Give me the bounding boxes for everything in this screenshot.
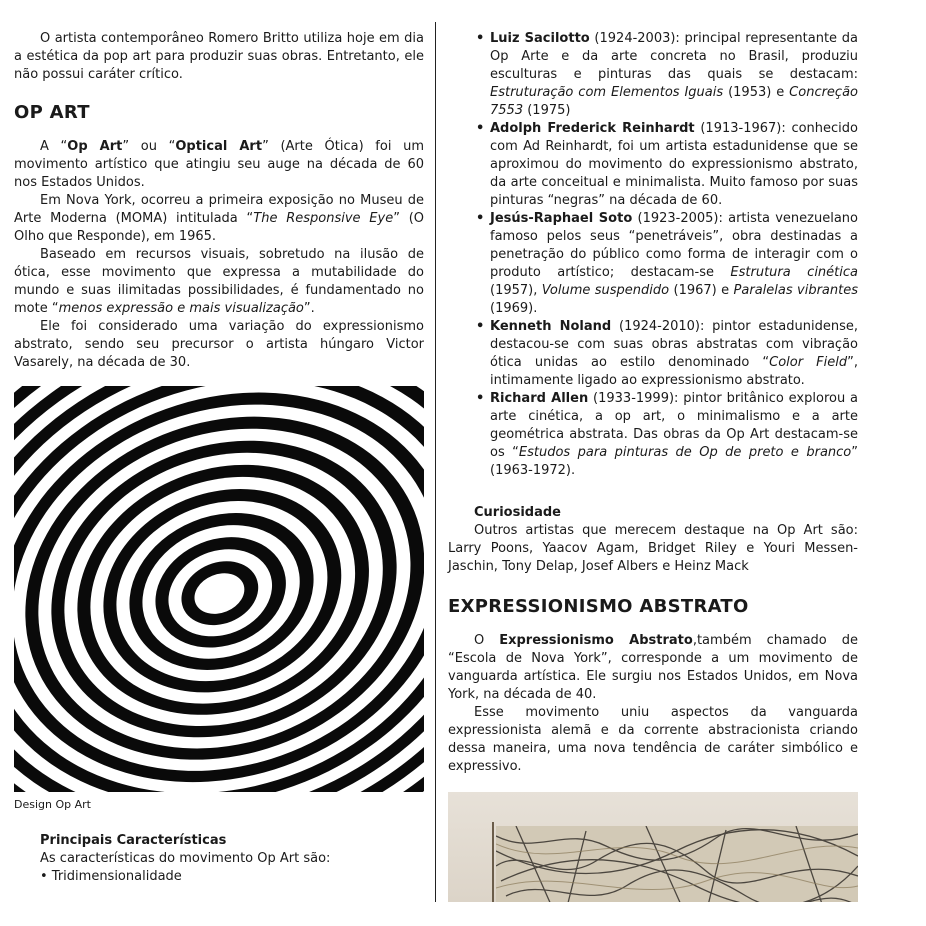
bold-term: Expressionismo Abstrato — [499, 633, 693, 648]
text-span: (1975) — [523, 103, 571, 118]
artist-name: Adolph Frederick Reinhardt — [490, 121, 695, 136]
italic-title: Concreção 7553 — [490, 85, 858, 118]
text-span: (1913-1967): conhecido com Ad Reinhardt, foi um artista estadunidense que se aproximou do movimento do expressionismo abstrato, da arte conceitual e minimalista. Muito famoso por suas pinturas “negras” na década de 60. — [490, 121, 858, 208]
artist-name: Luiz Sacilotto — [490, 31, 590, 46]
expressionism-heading: EXPRESSIONISMO ABSTRATO — [448, 596, 749, 617]
text-span: ”, intimamente ligado ao expressionismo abstrato. — [490, 355, 858, 388]
italic-title: Estruturação com Elementos Iguais — [490, 85, 724, 100]
text-span: ” (Arte Ótica) foi um movimento artístico que atingiu seu auge na década de 60 nos Estados Unidos. — [14, 139, 424, 190]
characteristics-first-item: • Tridimensionalidade — [40, 869, 182, 880]
text-span: Em Nova York, ocorreu a primeira exposição no Museu de Arte Moderna (MOMA) intitulada “ — [14, 193, 424, 226]
artist-item-soto — [448, 210, 858, 318]
text-span: (1933-1999): pintor britânico explorou a arte cinética, a op art, o minimalismo e a arte geométrica abstrata. Das obras da Op Art destacam-se os “ — [490, 391, 858, 460]
text-span: (1967) e — [669, 283, 734, 298]
italic-title: Color Field — [769, 355, 848, 370]
op-art-paragraph-2 — [14, 192, 424, 246]
image-caption: Design Op Art — [14, 798, 91, 811]
text-span: Baseado em recursos visuais, sobretudo na ilusão de ótica, esse movimento que expressa a mutabilidade do mundo e suas ilimitadas possibilidades, é fundamentado no mote “ — [14, 247, 424, 316]
artist-item-noland — [448, 318, 858, 390]
text-span: (1923-2005): artista venezuelano famoso pelos seus “penetráveis”, obra destinadas a penetração do público como forma de interagir com o produto artístico; destacam-se — [490, 211, 858, 280]
italic-title: Estudos para pinturas de Op de preto e branco — [518, 445, 852, 460]
artist-list — [448, 30, 858, 480]
artist-item-allen — [448, 390, 858, 480]
text-span: ” (O Olho que Responde), em 1965. — [14, 211, 425, 244]
text-span: ” (1963-1972). — [490, 445, 859, 478]
painting-frame-edge — [492, 822, 494, 902]
drip-painting — [496, 826, 858, 902]
characteristics-intro: As características do movimento Op Art são: — [40, 851, 331, 866]
italic-quote: menos expressão e mais visualização — [58, 301, 304, 316]
curiosity-text: Outros artistas que merecem destaque na Op Art são: Larry Poons, Yaacov Agam, Bridget Riley e Youri Messen-Jaschin, Tony Delap, Josef Albers e Heinz Mack — [448, 523, 858, 574]
italic-title: Estrutura cinética — [730, 265, 858, 280]
op-art-heading: OP ART — [14, 102, 90, 123]
text-span: (1924-2010): pintor estadunidense, destacou-se com suas obras abstratas com vibração ótica unidas ao estilo denominado “ — [490, 319, 858, 370]
text-span: O — [474, 633, 500, 648]
italic-title: The Responsive Eye — [253, 211, 394, 226]
expressionism-paragraph-2: Esse movimento uniu aspectos da vanguarda expressionista alemã e da corrente abstracionista criando dessa maneira, uma nova tendência de caráter simbólico e expressivo. — [448, 705, 858, 774]
text-span: ,também chamado de “Escola de Nova York”, corresponde a um movimento de vanguarda artística. Ele surgiu nos Estados Unidos, em Nova York, na década de 40. — [448, 633, 858, 702]
bold-term: Optical Art — [175, 139, 263, 154]
bold-term: Op Art — [67, 139, 123, 154]
left-column — [14, 0, 424, 880]
op-art-paragraph-4: Ele foi considerado uma variação do expressionismo abstrato, sendo seu precursor o artista húngaro Victor Vasarely, na década de 30. — [14, 319, 424, 370]
text-span: (1957), — [490, 283, 542, 298]
text-span: (1953) e — [723, 85, 790, 100]
text-span: (1969). — [490, 301, 538, 316]
pollock-painting-photo — [448, 792, 858, 902]
artist-name: Jesús-Raphael Soto — [490, 211, 633, 226]
artist-item-reinhardt — [448, 120, 858, 210]
op-art-paragraph-3 — [14, 246, 424, 318]
text-span: A “ — [40, 139, 68, 154]
op-art-image — [14, 386, 424, 792]
text-span: (1924-2003): principal representante da Op Arte e da arte concreta no Brasil, produziu esculturas e pinturas das quais se destacam: — [490, 31, 858, 82]
artist-name: Kenneth Noland — [490, 319, 612, 334]
italic-title: Paralelas vibrantes — [733, 283, 859, 298]
expressionism-paragraph-1 — [448, 632, 858, 704]
intro-paragraph: O artista contemporâneo Romero Britto utiliza hoje em dia a estética da pop art para produzir suas obras. Entretanto, ele não possui caráter crítico. — [14, 31, 424, 82]
curiosity-heading: Curiosidade — [474, 505, 561, 520]
text-span: ” ou “ — [122, 139, 176, 154]
column-divider — [435, 22, 436, 902]
right-column — [448, 0, 858, 902]
op-art-paragraph-1 — [14, 138, 424, 192]
characteristics-heading: Principais Características — [40, 833, 227, 848]
text-span: ”. — [303, 301, 315, 316]
artist-item-sacilotto — [448, 30, 858, 120]
italic-title: Volume suspendido — [541, 283, 670, 298]
artist-name: Richard Allen — [490, 391, 589, 406]
